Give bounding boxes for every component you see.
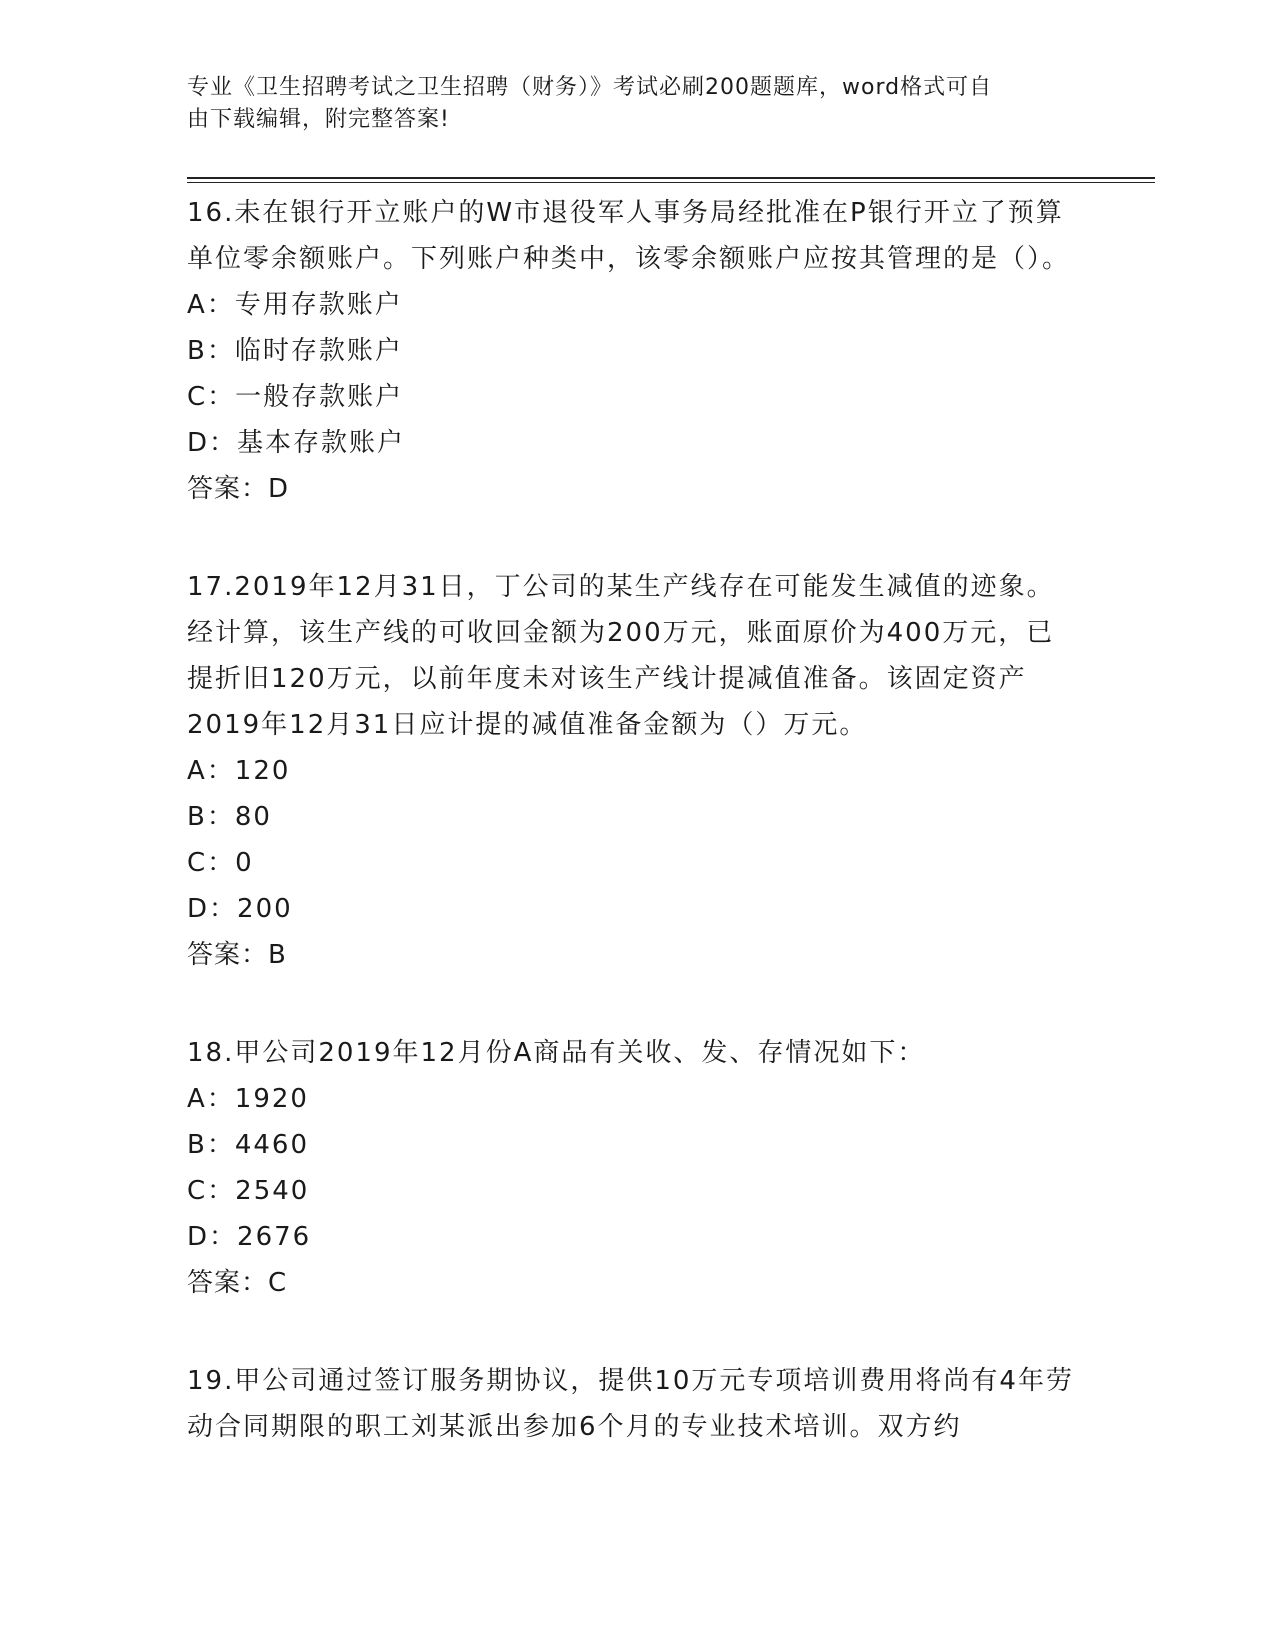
- option-c: C：2540: [187, 1176, 310, 1206]
- option-b: B：临时存款账户: [187, 336, 403, 366]
- answer-line: 答案：D: [187, 474, 290, 504]
- header-divider-thick: [187, 177, 1155, 179]
- question-stem: 16.未在银行开立账户的W市退役军人事务局经批准在P银行开立了预算单位零余额账户。下列账户种类中，该零余额账户应按其管理的是（）。: [187, 198, 1071, 274]
- question-stem: 18.甲公司2019年12月份A商品有关收、发、存情况如下：: [187, 1038, 926, 1068]
- question-stem: 19.甲公司通过签订服务期协议，提供10万元专项培训费用将尚有4年劳动合同期限的职工刘某派出参加6个月的专业技术培训。双方约: [187, 1366, 1074, 1442]
- question-19: [187, 1358, 1077, 1450]
- question-16: [187, 190, 1077, 512]
- option-b: B：4460: [187, 1130, 310, 1160]
- option-d: D：基本存款账户: [187, 428, 406, 458]
- option-a: A：专用存款账户: [187, 290, 403, 320]
- option-b: B：80: [187, 802, 272, 832]
- answer-line: 答案：C: [187, 1268, 288, 1298]
- option-d: D：2676: [187, 1222, 312, 1252]
- question-17: [187, 564, 1077, 978]
- header-line-2: 由下载编辑，附完整答案!: [187, 107, 450, 132]
- header-line-1: 专业《卫生招聘考试之卫生招聘（财务）》考试必刷200题题库，word格式可自: [187, 75, 993, 100]
- option-d: D：200: [187, 894, 293, 924]
- document-header: [187, 72, 1067, 136]
- option-a: A：1920: [187, 1084, 309, 1114]
- option-c: C：0: [187, 848, 254, 878]
- question-list: [187, 190, 1077, 1502]
- answer-line: 答案：B: [187, 940, 287, 970]
- question-18: [187, 1030, 1077, 1306]
- option-a: A：120: [187, 756, 291, 786]
- header-divider-thin: [187, 182, 1155, 183]
- option-c: C：一般存款账户: [187, 382, 404, 412]
- question-stem: 17.2019年12月31日，丁公司的某生产线存在可能发生减值的迹象。经计算，该生产线的可收回金额为200万元，账面原价为400万元，已提折旧120万元，以前年度未对该生产线计提减值准备。该固定资产2019年12月31日应计提的减值准备金额为（）万元。: [187, 572, 1055, 740]
